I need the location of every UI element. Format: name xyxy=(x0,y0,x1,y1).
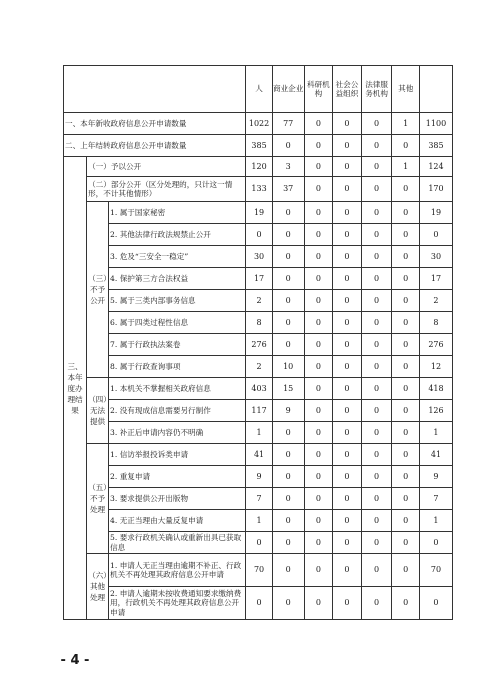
value-cell: 9 xyxy=(272,400,304,422)
value-cell: 7 xyxy=(419,488,452,510)
value-cell: 1 xyxy=(246,510,272,532)
row-label: 4. 无正当理由大量反复申请 xyxy=(109,510,246,532)
value-cell: 0 xyxy=(361,444,392,466)
value-cell: 0 xyxy=(419,587,452,620)
value-cell: 0 xyxy=(392,488,419,510)
value-cell: 117 xyxy=(246,400,272,422)
value-cell: 0 xyxy=(392,356,419,378)
value-cell: 0 xyxy=(272,224,304,246)
table-row xyxy=(64,466,453,488)
value-cell: 0 xyxy=(392,135,419,157)
value-cell: 0 xyxy=(304,290,333,312)
column-header: 人 xyxy=(246,66,272,113)
value-cell: 0 xyxy=(333,268,362,290)
value-cell: 0 xyxy=(361,135,392,157)
value-cell: 0 xyxy=(304,334,333,356)
table-row xyxy=(64,378,453,400)
row-label: 6. 属于四类过程性信息 xyxy=(109,312,246,334)
value-cell: 0 xyxy=(333,177,362,202)
value-cell: 0 xyxy=(333,466,362,488)
value-cell: 0 xyxy=(272,135,304,157)
value-cell: 0 xyxy=(392,587,419,620)
value-cell: 0 xyxy=(333,444,362,466)
value-cell: 0 xyxy=(304,312,333,334)
value-cell: 0 xyxy=(361,157,392,177)
row-label: 2. 申请人逾期未按收费通知要求缴纳费用，行政机关不再处理其政府信息公开申请 xyxy=(109,587,246,620)
value-cell: 0 xyxy=(333,157,362,177)
value-cell: 0 xyxy=(419,224,452,246)
value-cell: 0 xyxy=(392,400,419,422)
value-cell: 0 xyxy=(304,202,333,224)
value-cell: 17 xyxy=(419,268,452,290)
value-cell: 7 xyxy=(246,488,272,510)
value-cell: 0 xyxy=(361,587,392,620)
value-cell: 77 xyxy=(272,113,304,135)
value-cell: 0 xyxy=(272,290,304,312)
row-new-applications xyxy=(64,113,453,135)
value-cell: 2 xyxy=(246,356,272,378)
value-cell: 0 xyxy=(304,444,333,466)
value-cell: 9 xyxy=(419,466,452,488)
value-cell: 0 xyxy=(272,444,304,466)
value-cell: 0 xyxy=(392,224,419,246)
value-cell: 0 xyxy=(392,466,419,488)
value-cell: 0 xyxy=(304,400,333,422)
value-cell: 0 xyxy=(272,246,304,268)
value-cell: 41 xyxy=(246,444,272,466)
column-header: 法律服务机构 xyxy=(361,66,392,113)
value-cell: 0 xyxy=(361,554,392,587)
table-row xyxy=(64,554,453,587)
value-cell: 30 xyxy=(419,246,452,268)
column-header xyxy=(419,66,452,113)
value-cell: 0 xyxy=(392,378,419,400)
value-cell: 0 xyxy=(304,157,333,177)
value-cell: 0 xyxy=(392,268,419,290)
value-cell: 0 xyxy=(304,422,333,444)
value-cell: 1100 xyxy=(419,113,452,135)
value-cell: 0 xyxy=(361,400,392,422)
value-cell: 15 xyxy=(272,378,304,400)
value-cell: 0 xyxy=(304,554,333,587)
value-cell: 1 xyxy=(392,157,419,177)
value-cell: 0 xyxy=(392,312,419,334)
value-cell: 0 xyxy=(361,334,392,356)
value-cell: 385 xyxy=(246,135,272,157)
value-cell: 0 xyxy=(333,510,362,532)
value-cell: 70 xyxy=(246,554,272,587)
value-cell: 0 xyxy=(272,488,304,510)
row-label: 2. 重复申请 xyxy=(109,466,246,488)
row-label: 3. 要求提供公开出版物 xyxy=(109,488,246,510)
value-cell: 0 xyxy=(392,444,419,466)
value-cell: 0 xyxy=(392,202,419,224)
header-blank-cell xyxy=(64,66,246,113)
value-cell: 0 xyxy=(272,510,304,532)
row-label: 5. 属于三类内部事务信息 xyxy=(109,290,246,312)
value-cell: 0 xyxy=(272,554,304,587)
row-label: 5. 要求行政机关确认或重新出具已获取信息 xyxy=(109,532,246,554)
value-cell: 0 xyxy=(272,587,304,620)
value-cell: 0 xyxy=(333,113,362,135)
value-cell: 0 xyxy=(361,466,392,488)
table-row xyxy=(64,488,453,510)
value-cell: 1 xyxy=(419,510,452,532)
column-header: 社会公益组织 xyxy=(333,66,362,113)
value-cell: 0 xyxy=(361,422,392,444)
value-cell: 0 xyxy=(361,246,392,268)
value-cell: 0 xyxy=(361,202,392,224)
value-cell: 0 xyxy=(333,587,362,620)
value-cell: 0 xyxy=(333,135,362,157)
value-cell: 0 xyxy=(392,422,419,444)
row-label: （二）部分公开（区分处理的，只计这一情形，不计其他情形） xyxy=(87,177,246,202)
value-cell: 1022 xyxy=(246,113,272,135)
row-label: 二、上年结转政府信息公开申请数量 xyxy=(64,135,246,157)
column-header: 其他 xyxy=(392,66,419,113)
value-cell: 3 xyxy=(272,157,304,177)
group-label: （三）不予公开 xyxy=(87,202,109,378)
value-cell: 37 xyxy=(272,177,304,202)
value-cell: 0 xyxy=(361,224,392,246)
value-cell: 0 xyxy=(333,488,362,510)
value-cell: 0 xyxy=(272,466,304,488)
value-cell: 133 xyxy=(246,177,272,202)
table-row xyxy=(64,312,453,334)
value-cell: 0 xyxy=(333,378,362,400)
value-cell: 0 xyxy=(304,224,333,246)
value-cell: 0 xyxy=(246,587,272,620)
value-cell: 0 xyxy=(333,532,362,554)
row-label: 3. 补正后申请内容仍不明确 xyxy=(109,422,246,444)
row-label: 1. 本机关不掌握相关政府信息 xyxy=(109,378,246,400)
value-cell: 17 xyxy=(246,268,272,290)
value-cell: 0 xyxy=(333,356,362,378)
value-cell: 19 xyxy=(246,202,272,224)
value-cell: 0 xyxy=(333,246,362,268)
table-row xyxy=(64,224,453,246)
value-cell: 10 xyxy=(272,356,304,378)
value-cell: 41 xyxy=(419,444,452,466)
header-row xyxy=(64,66,453,113)
value-cell: 9 xyxy=(246,466,272,488)
row-carryover xyxy=(64,135,453,157)
value-cell: 403 xyxy=(246,378,272,400)
value-cell: 0 xyxy=(392,290,419,312)
value-cell: 19 xyxy=(419,202,452,224)
value-cell: 418 xyxy=(419,378,452,400)
column-header: 商业企业 xyxy=(272,66,304,113)
value-cell: 276 xyxy=(419,334,452,356)
table-row xyxy=(64,422,453,444)
value-cell: 30 xyxy=(246,246,272,268)
value-cell: 0 xyxy=(361,378,392,400)
value-cell: 0 xyxy=(419,532,452,554)
value-cell: 124 xyxy=(419,157,452,177)
value-cell: 0 xyxy=(333,554,362,587)
value-cell: 0 xyxy=(333,202,362,224)
value-cell: 0 xyxy=(333,312,362,334)
value-cell: 0 xyxy=(392,246,419,268)
value-cell: 0 xyxy=(304,177,333,202)
value-cell: 0 xyxy=(304,246,333,268)
value-cell: 1 xyxy=(246,422,272,444)
value-cell: 0 xyxy=(304,488,333,510)
value-cell: 0 xyxy=(304,268,333,290)
value-cell: 2 xyxy=(246,290,272,312)
value-cell: 0 xyxy=(272,268,304,290)
row-label: 2. 没有现成信息需要另行制作 xyxy=(109,400,246,422)
group-label: （六）其他处理 xyxy=(87,554,109,620)
value-cell: 0 xyxy=(304,135,333,157)
value-cell: 0 xyxy=(304,466,333,488)
table-row xyxy=(64,587,453,620)
page-number: - 4 - xyxy=(60,653,90,668)
value-cell: 0 xyxy=(304,587,333,620)
table-row xyxy=(64,246,453,268)
value-cell: 12 xyxy=(419,356,452,378)
table-row xyxy=(64,356,453,378)
value-cell: 0 xyxy=(333,400,362,422)
value-cell: 0 xyxy=(304,356,333,378)
row-label: 4. 保护第三方合法权益 xyxy=(109,268,246,290)
row-label: 1. 申请人无正当理由逾期不补正、行政机关不再处理其政府信息公开申请 xyxy=(109,554,246,587)
value-cell: 126 xyxy=(419,400,452,422)
value-cell: 0 xyxy=(272,202,304,224)
value-cell: 0 xyxy=(333,224,362,246)
value-cell: 170 xyxy=(419,177,452,202)
row-label: 2. 其他法律行政法规禁止公开 xyxy=(109,224,246,246)
value-cell: 0 xyxy=(304,113,333,135)
row-label: （一）予以公开 xyxy=(87,157,246,177)
value-cell: 70 xyxy=(419,554,452,587)
value-cell: 0 xyxy=(361,510,392,532)
value-cell: 0 xyxy=(304,378,333,400)
row-label: 7. 属于行政执法案卷 xyxy=(109,334,246,356)
value-cell: 0 xyxy=(392,554,419,587)
table-row xyxy=(64,290,453,312)
row-label: 一、本年新收政府信息公开申请数量 xyxy=(64,113,246,135)
value-cell: 0 xyxy=(361,268,392,290)
value-cell: 0 xyxy=(361,488,392,510)
value-cell: 0 xyxy=(361,177,392,202)
value-cell: 0 xyxy=(392,532,419,554)
table-row xyxy=(64,444,453,466)
value-cell: 0 xyxy=(304,510,333,532)
value-cell: 0 xyxy=(392,510,419,532)
row-label: 1. 信访举报投诉类申请 xyxy=(109,444,246,466)
value-cell: 8 xyxy=(419,312,452,334)
column-header: 科研机构 xyxy=(304,66,333,113)
value-cell: 0 xyxy=(333,290,362,312)
row-label: 8. 属于行政查询事项 xyxy=(109,356,246,378)
group-label: （五）不予处理 xyxy=(87,444,109,554)
value-cell: 0 xyxy=(333,334,362,356)
value-cell: 0 xyxy=(272,532,304,554)
table-row xyxy=(64,532,453,554)
row-label: 1. 属于国家秘密 xyxy=(109,202,246,224)
value-cell: 1 xyxy=(392,113,419,135)
value-cell: 0 xyxy=(272,312,304,334)
value-cell: 0 xyxy=(333,422,362,444)
group-label: （四）无法提供 xyxy=(87,378,109,444)
row-label: 3. 危及“三安全一稳定” xyxy=(109,246,246,268)
table-row xyxy=(64,268,453,290)
table-row xyxy=(64,510,453,532)
value-cell: 8 xyxy=(246,312,272,334)
value-cell: 276 xyxy=(246,334,272,356)
row-partial xyxy=(64,177,453,202)
value-cell: 1 xyxy=(419,422,452,444)
value-cell: 0 xyxy=(361,113,392,135)
value-cell: 0 xyxy=(361,532,392,554)
table-row xyxy=(64,334,453,356)
value-cell: 0 xyxy=(361,290,392,312)
table-row xyxy=(64,202,453,224)
value-cell: 0 xyxy=(272,422,304,444)
table-row xyxy=(64,400,453,422)
value-cell: 0 xyxy=(304,532,333,554)
value-cell: 0 xyxy=(392,177,419,202)
value-cell: 0 xyxy=(246,532,272,554)
value-cell: 385 xyxy=(419,135,452,157)
section-label: 三、本年度办理结果 xyxy=(64,157,87,620)
value-cell: 120 xyxy=(246,157,272,177)
value-cell: 0 xyxy=(361,312,392,334)
statistics-table xyxy=(63,65,453,620)
value-cell: 0 xyxy=(272,334,304,356)
value-cell: 2 xyxy=(419,290,452,312)
value-cell: 0 xyxy=(361,356,392,378)
value-cell: 0 xyxy=(392,334,419,356)
value-cell: 0 xyxy=(246,224,272,246)
row-disclose xyxy=(64,157,453,177)
